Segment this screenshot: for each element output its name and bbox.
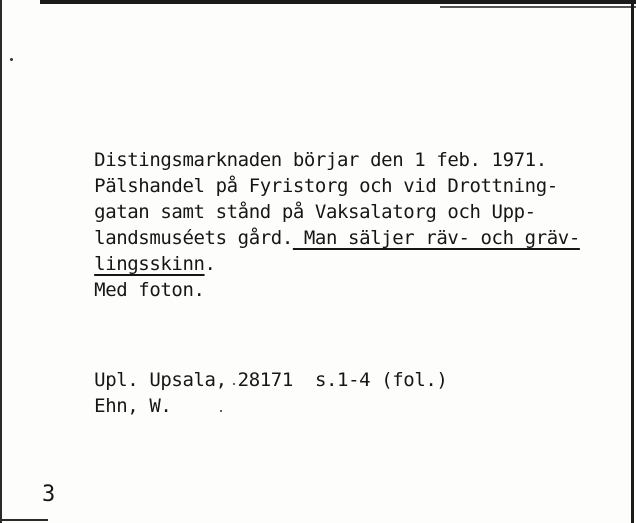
reference-pages: s.1-4 [314, 369, 371, 391]
card-top-edge [40, 0, 636, 4]
body-line-5-underlined: lingsskinn [94, 253, 205, 275]
body-line-4-start: landsmuséets gård. [94, 227, 293, 249]
card-right-edge [631, 0, 634, 523]
reference-number: 28171 [237, 369, 293, 391]
body-line-2-text: Pälshandel på Fyristorg och vid Drottning- [94, 175, 558, 197]
speck [10, 58, 13, 61]
body-line-3 [50, 173, 536, 223]
body-line-6-text: Med foton. [94, 279, 205, 301]
reference-format: (fol.) [381, 369, 448, 391]
reference-location: Upl. Upsala, [94, 369, 227, 391]
body-line-4 [50, 199, 580, 249]
body-line-5-period: . [204, 253, 216, 275]
body-line-5 [50, 225, 216, 275]
body-line-1-text: Distingsmarknaden börjar den 1 feb. 1971. [94, 149, 547, 171]
body-line-4-underlined: Man säljer räv- och gräv- [292, 227, 580, 249]
body-line-2 [50, 147, 558, 197]
body-line-1 [50, 121, 547, 171]
speck [220, 410, 222, 412]
card-top-edge-thin [440, 6, 636, 8]
card-bottom-edge [0, 519, 48, 521]
card-page-number: 3 [42, 482, 56, 507]
reference-line [50, 341, 448, 391]
body-line-6 [50, 251, 205, 301]
author-line [50, 367, 172, 417]
body-line-3-text: gatan samt stånd på Vaksalatorg och Upp- [94, 201, 536, 223]
author-name: Ehn, W. [94, 395, 172, 417]
card-left-edge [0, 0, 2, 523]
